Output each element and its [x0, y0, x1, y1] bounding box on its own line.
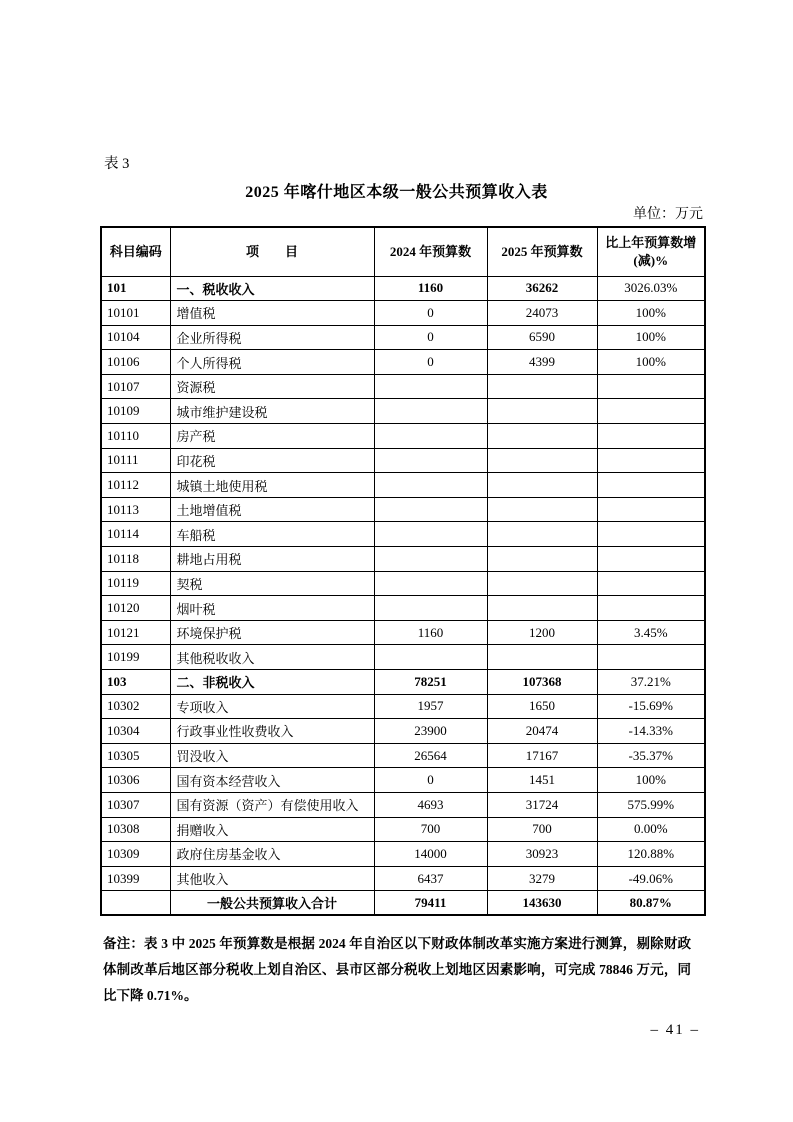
page-title: 2025 年喀什地区本级一般公共预算收入表	[245, 184, 548, 201]
section-row	[101, 670, 705, 695]
cell-pct	[597, 399, 705, 424]
cell-item: 车船税	[170, 522, 374, 547]
cell-code: 10399	[101, 866, 170, 891]
cell-item: 其他税收收入	[170, 645, 374, 670]
table-row	[101, 522, 705, 547]
cell-y2024: 6437	[374, 866, 487, 891]
cell-y2024: 1160	[374, 620, 487, 645]
cell-code: 10107	[101, 374, 170, 399]
cell-y2024	[374, 497, 487, 522]
cell-y2025: 36262	[487, 276, 597, 301]
cell-y2024	[374, 473, 487, 498]
cell-code: 10111	[101, 448, 170, 473]
cell-y2025: 107368	[487, 670, 597, 695]
cell-y2024: 0	[374, 301, 487, 326]
cell-item: 国有资源（资产）有偿使用收入	[170, 792, 374, 817]
table-row	[101, 596, 705, 621]
cell-y2025	[487, 547, 597, 572]
cell-item: 城市维护建设税	[170, 399, 374, 424]
cell-code: 10113	[101, 497, 170, 522]
cell-item: 其他收入	[170, 866, 374, 891]
cell-item: 印花税	[170, 448, 374, 473]
cell-code: 10305	[101, 743, 170, 768]
cell-item: 行政事业性收费收入	[170, 719, 374, 744]
col-header-code: 科目编码	[101, 227, 170, 276]
table-row	[101, 694, 705, 719]
col-header-2024: 2024 年预算数	[374, 227, 487, 276]
cell-code: 10307	[101, 792, 170, 817]
cell-code: 10119	[101, 571, 170, 596]
cell-item: 二、非税收入	[170, 670, 374, 695]
cell-pct: 80.87%	[597, 891, 705, 916]
cell-y2024	[374, 571, 487, 596]
cell-y2025	[487, 374, 597, 399]
cell-pct: -15.69%	[597, 694, 705, 719]
cell-y2024	[374, 547, 487, 572]
table-row	[101, 571, 705, 596]
cell-pct	[597, 448, 705, 473]
col-header-2025: 2025 年预算数	[487, 227, 597, 276]
cell-pct: 3026.03%	[597, 276, 705, 301]
table-row	[101, 497, 705, 522]
cell-pct: -14.33%	[597, 719, 705, 744]
cell-y2025	[487, 473, 597, 498]
cell-code: 10104	[101, 325, 170, 350]
section-row	[101, 276, 705, 301]
table-row	[101, 645, 705, 670]
cell-item: 契税	[170, 571, 374, 596]
table-row	[101, 866, 705, 891]
cell-code: 10120	[101, 596, 170, 621]
cell-code: 10304	[101, 719, 170, 744]
cell-code: 10121	[101, 620, 170, 645]
cell-y2025	[487, 522, 597, 547]
cell-y2025	[487, 497, 597, 522]
cell-pct: 100%	[597, 301, 705, 326]
cell-y2024: 0	[374, 768, 487, 793]
cell-pct: -49.06%	[597, 866, 705, 891]
cell-item: 专项收入	[170, 694, 374, 719]
col-header-item: 项 目	[170, 227, 374, 276]
cell-y2025: 20474	[487, 719, 597, 744]
cell-item: 增值税	[170, 301, 374, 326]
cell-item: 一、税收收入	[170, 276, 374, 301]
cell-pct: 100%	[597, 325, 705, 350]
cell-y2024	[374, 424, 487, 449]
cell-code: 10109	[101, 399, 170, 424]
table-row	[101, 301, 705, 326]
cell-code: 10114	[101, 522, 170, 547]
cell-code: 10106	[101, 350, 170, 375]
cell-y2025: 24073	[487, 301, 597, 326]
cell-code	[101, 891, 170, 916]
cell-pct: 3.45%	[597, 620, 705, 645]
table-row	[101, 399, 705, 424]
cell-pct: 120.88%	[597, 842, 705, 867]
cell-item: 房产税	[170, 424, 374, 449]
cell-item: 环境保护税	[170, 620, 374, 645]
cell-pct: 100%	[597, 350, 705, 375]
cell-y2025: 6590	[487, 325, 597, 350]
cell-y2025: 1451	[487, 768, 597, 793]
cell-item: 政府住房基金收入	[170, 842, 374, 867]
unit-label: 单位：万元	[633, 207, 703, 222]
cell-item: 企业所得税	[170, 325, 374, 350]
cell-item: 城镇土地使用税	[170, 473, 374, 498]
table-row	[101, 424, 705, 449]
cell-item: 捐赠收入	[170, 817, 374, 842]
cell-y2025	[487, 448, 597, 473]
table-body	[101, 276, 705, 915]
table-row	[101, 325, 705, 350]
cell-y2025	[487, 645, 597, 670]
cell-y2024	[374, 448, 487, 473]
cell-y2024: 1957	[374, 694, 487, 719]
table-row	[101, 448, 705, 473]
cell-pct	[597, 473, 705, 498]
table-row	[101, 817, 705, 842]
cell-item: 耕地占用税	[170, 547, 374, 572]
budget-table	[100, 226, 706, 916]
cell-y2025	[487, 596, 597, 621]
cell-pct: 0.00%	[597, 817, 705, 842]
table-row	[101, 547, 705, 572]
cell-code: 10308	[101, 817, 170, 842]
table-label: 表 3	[104, 156, 130, 172]
cell-y2025: 1650	[487, 694, 597, 719]
cell-item: 个人所得税	[170, 350, 374, 375]
cell-y2025: 1200	[487, 620, 597, 645]
header-row	[101, 227, 705, 276]
table-row	[101, 792, 705, 817]
cell-y2024	[374, 374, 487, 399]
total-row	[101, 891, 705, 916]
cell-y2025: 143630	[487, 891, 597, 916]
cell-y2024	[374, 522, 487, 547]
cell-code: 10306	[101, 768, 170, 793]
cell-y2024: 79411	[374, 891, 487, 916]
cell-y2024: 26564	[374, 743, 487, 768]
cell-y2024: 78251	[374, 670, 487, 695]
page-number: – 41 –	[650, 1022, 700, 1038]
cell-pct	[597, 522, 705, 547]
cell-y2025: 3279	[487, 866, 597, 891]
table-row	[101, 768, 705, 793]
cell-pct: 575.99%	[597, 792, 705, 817]
col-header-pct: 比上年预算数增(减)%	[597, 227, 705, 276]
cell-y2024	[374, 399, 487, 424]
cell-pct	[597, 424, 705, 449]
cell-y2024	[374, 596, 487, 621]
cell-y2025	[487, 399, 597, 424]
cell-y2025: 700	[487, 817, 597, 842]
table-row	[101, 473, 705, 498]
cell-y2024	[374, 645, 487, 670]
cell-item: 一般公共预算收入合计	[170, 891, 374, 916]
cell-pct	[597, 547, 705, 572]
cell-y2025: 30923	[487, 842, 597, 867]
cell-y2025: 31724	[487, 792, 597, 817]
cell-code: 10110	[101, 424, 170, 449]
cell-item: 国有资本经营收入	[170, 768, 374, 793]
table-row	[101, 743, 705, 768]
table-row	[101, 719, 705, 744]
cell-y2024: 23900	[374, 719, 487, 744]
cell-code: 10118	[101, 547, 170, 572]
cell-y2025: 4399	[487, 350, 597, 375]
cell-pct	[597, 596, 705, 621]
cell-pct	[597, 374, 705, 399]
cell-pct: 100%	[597, 768, 705, 793]
cell-item: 土地增值税	[170, 497, 374, 522]
table-row	[101, 350, 705, 375]
cell-code: 10199	[101, 645, 170, 670]
cell-y2025	[487, 571, 597, 596]
cell-y2024: 700	[374, 817, 487, 842]
cell-pct: -35.37%	[597, 743, 705, 768]
cell-pct	[597, 571, 705, 596]
cell-pct	[597, 497, 705, 522]
cell-y2024: 1160	[374, 276, 487, 301]
table-row	[101, 842, 705, 867]
cell-code: 10112	[101, 473, 170, 498]
cell-y2024: 4693	[374, 792, 487, 817]
cell-y2024: 0	[374, 325, 487, 350]
cell-code: 101	[101, 276, 170, 301]
cell-code: 10101	[101, 301, 170, 326]
cell-code: 10309	[101, 842, 170, 867]
cell-code: 10302	[101, 694, 170, 719]
cell-y2025	[487, 424, 597, 449]
cell-item: 罚没收入	[170, 743, 374, 768]
table-row	[101, 620, 705, 645]
cell-pct	[597, 645, 705, 670]
cell-item: 烟叶税	[170, 596, 374, 621]
cell-y2025: 17167	[487, 743, 597, 768]
cell-y2024: 14000	[374, 842, 487, 867]
footnote: 备注：表 3 中 2025 年预算数是根据 2024 年自治区以下财政体制改革实施方案进行测算，剔除财政体制改革后地区部分税收上划自治区、县市区部分税收上划地区因素影响，可完成 78846 万元，同比下降 0.71%。	[103, 936, 691, 1003]
cell-item: 资源税	[170, 374, 374, 399]
cell-pct: 37.21%	[597, 670, 705, 695]
cell-y2024: 0	[374, 350, 487, 375]
table-row	[101, 374, 705, 399]
cell-code: 103	[101, 670, 170, 695]
